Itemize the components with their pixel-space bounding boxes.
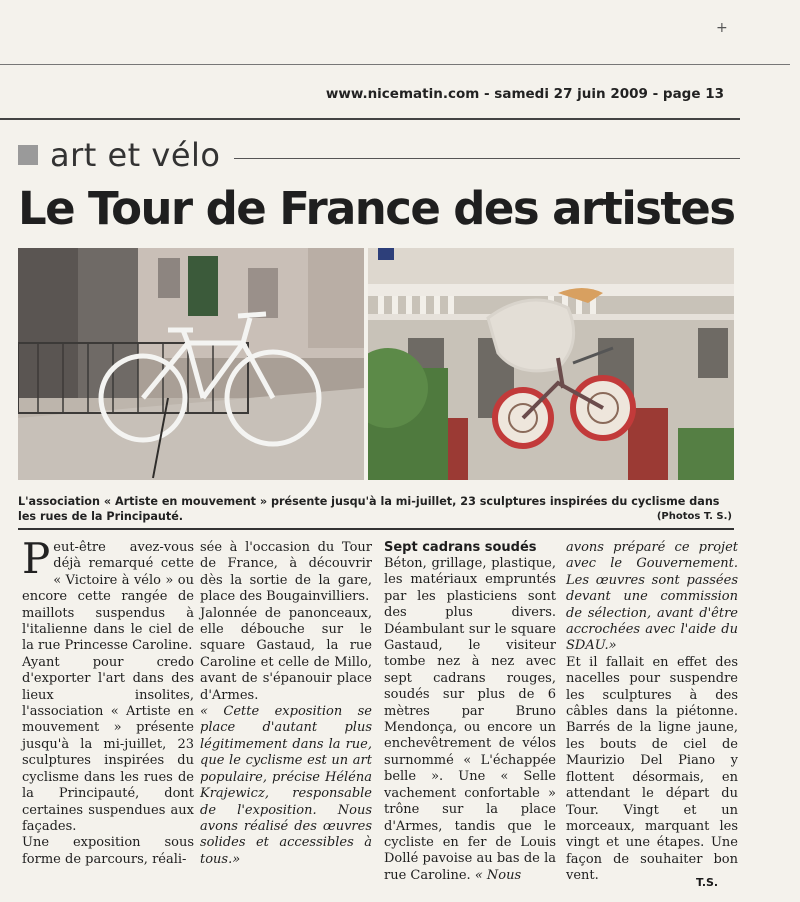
headline: Le Tour de France des artistes (18, 182, 735, 235)
photo-white-bicycle (18, 248, 364, 480)
top-rule (0, 64, 790, 65)
rubric-square-icon (18, 145, 38, 165)
quote-start: « Nous (474, 867, 522, 883)
article-paragraph: sée à l'occasion du Tour de France, à découvrir dès la sortie de la gare, place des Bougainvilliers. (200, 540, 372, 605)
photo-caption (18, 494, 734, 524)
page-folio: www.nicematin.com - samedi 27 juin 2009 - page 13 (325, 86, 724, 102)
article-paragraph: Une exposition sous forme de parcours, réali- (22, 835, 194, 867)
article-column-1 (22, 534, 194, 868)
caption-text: L'association « Artiste en mouvement » présente jusqu'à la mi-juillet, 23 sculptures inspirées du cyclisme dans les rues de la Principauté. (18, 495, 720, 523)
article-column-3 (384, 540, 556, 884)
article-quote: « Cette exposition se place d'autant plus légitimement dans la rue, que le cyclisme est un art populaire, précise Héléna Krajewicz, responsable de l'exposition. Nous avons réalisé des œuvres solides et accessibles à tous.» (200, 704, 372, 867)
author-signature: T.S. (696, 876, 719, 889)
drop-cap: P (22, 534, 51, 583)
article-paragraph (384, 556, 556, 884)
registration-mark: + (716, 20, 728, 36)
paragraph-text: Béton, grillage, plastique, les matériaux empruntés par les plasticiens sont des plus divers. Déambulant sur le square Gastaud, le visiteur tombe nez à nez avec sept cadrans rouges, soudés sur plus de 6 mètres par Bruno Mendonça, ou encore un enchevêtrement de vélos surnommé « L'échappée belle ». Une « Selle vachement confortable » trône sur la place d'Armes, tandis que le cycliste en fer de Louis Dollé pavoise au bas de la rue Caroline. (384, 556, 556, 883)
caption-rule (18, 528, 734, 530)
photo-cyclist-sculpture (368, 248, 734, 480)
article-column-2 (200, 540, 372, 868)
article-paragraph: Ayant pour credo d'exporter l'art dans des lieux insolites, l'association « Artiste en mouvement » présente jusqu'à la mi-juillet, 23 sculptures inspirées du cyclisme dans les rues de la Principauté, dont certaines suspendues aux façades. (22, 654, 194, 834)
rubric-line (234, 158, 740, 159)
rubric-label: art et vélo (50, 136, 221, 174)
article-quote: avons préparé ce projet avec le Gouvernement. Les œuvres sont passées devant une commission de sélection, avant d'être accrochées avec l'aide du SDAU.» (566, 540, 738, 654)
article-paragraph: Jalonnée de panonceaux, elle débouche sur le square Gastaud, la rue Caroline et celle de Millo, avant de s'épanouir place d'Armes. (200, 605, 372, 703)
section-rubric (18, 136, 740, 174)
article-column-4 (566, 540, 738, 885)
paragraph-text: eut-être avez-vous déjà remarqué cette « Victoire à vélo » ou encore cette rangée de maillots suspendus à l'italienne dans le ciel de la rue Princesse Caroline. (22, 540, 194, 654)
article-paragraph: Et il fallait en effet des nacelles pour suspendre les sculptures à des câbles dans la piétonne. Barrés de la ligne jaune, les bouts de ciel de Maurizio Del Piano y flottent désormais, en attendant le départ du Tour. Vingt et un morceaux, marquant les vingt et une étapes. Une façon de souhaiter bon vent. (566, 654, 738, 884)
article-paragraph (22, 534, 194, 655)
photo-credit: (Photos T. S.) (656, 511, 732, 522)
article-subhead: Sept cadrans soudés (384, 540, 537, 555)
header-rule (0, 118, 740, 120)
